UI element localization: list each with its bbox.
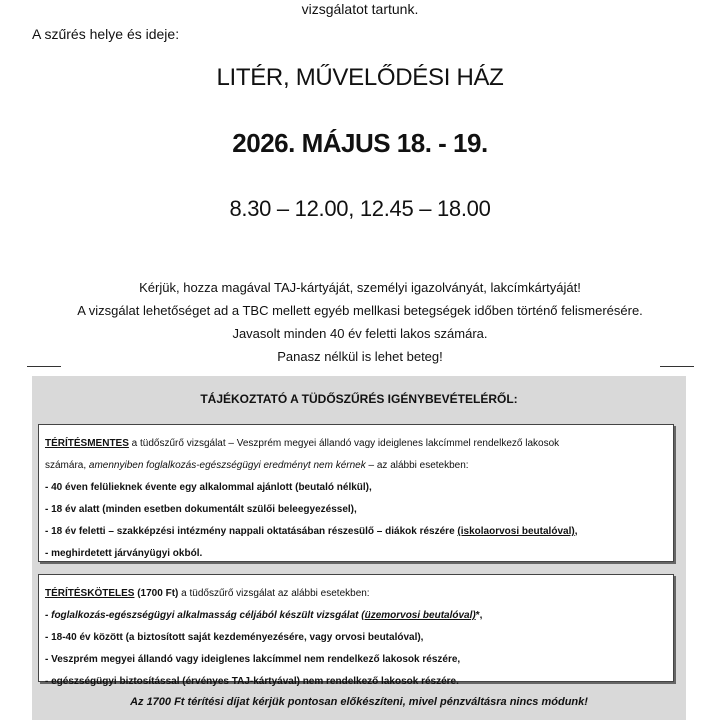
paid-screening-box: [38, 574, 674, 687]
paid-item: - Veszprém megyei állandó vagy ideiglenes lakcímmel nem rendelkező lakosok részére,: [45, 654, 461, 665]
note-line: Kérjük, hozza magával TAJ-kártyáját, személyi igazolványát, lakcímkártyáját!: [139, 280, 581, 295]
free-item: - 18 év alatt (minden esetben dokumentált szülői beleegyezéssel),: [45, 504, 357, 515]
free-intro-line2: [45, 455, 665, 477]
free-item-students: [45, 521, 665, 543]
divider-right: [660, 366, 694, 367]
paid-item: - 18-40 év között (a biztosított saját kezdeményezésére, vagy orvosi beutalóval),: [45, 632, 424, 643]
divider-left: [27, 366, 61, 367]
paid-heading: TÉRÍTÉSKÖTELES: [45, 588, 135, 599]
payment-note: Az 1700 Ft térítési díjat kérjük pontosan előkészíteni, mivel pénzváltásra nincs módunk!: [130, 696, 588, 708]
info-panel-title: TÁJÉKOZTATÓ A TÜDŐSZŰRÉS IGÉNYBEVÉTELÉRŐL:: [200, 392, 518, 406]
note-line: A vizsgálat lehetőséget ad a TBC mellett egyéb mellkasi betegségek időben történő felismerésére.: [77, 303, 643, 318]
paid-item1-underlined: (üzemorvosi beutalóval): [361, 610, 476, 621]
free-screening-box: [38, 424, 674, 562]
paid-item-occupational: [45, 605, 665, 627]
free-item3-end: ,: [574, 526, 578, 537]
event-hours: 8.30 – 12.00, 12.45 – 18.00: [229, 196, 491, 221]
free-heading: TÉRÍTÉSMENTES: [45, 438, 129, 449]
top-line: vizsgálatot tartunk.: [301, 1, 419, 17]
event-location: LITÉR, MŰVELŐDÉSI HÁZ: [216, 64, 504, 91]
notes: [0, 276, 720, 368]
free-item: - 40 éven felülieknek évente egy alkalommal ajánlott (beutaló nélkül),: [45, 482, 372, 493]
paid-intro-text: a tüdőszűrő vizsgálat az alábbi esetekben:: [178, 588, 370, 599]
free-line2-start: számára,: [45, 460, 89, 471]
free-line2-end: – az alábbi esetekben:: [365, 460, 469, 471]
note-line: Javasolt minden 40 év feletti lakos számára.: [232, 326, 488, 341]
paid-item: - egészségügyi biztosítással (érvényes TAJ-kártyával) nem rendelkező lakosok részére.: [45, 676, 459, 687]
free-item3-text: - 18 év feletti – szakképzési intézmény nappali oktatásában részesülő – diákok részére: [45, 526, 458, 537]
paid-price: (1700 Ft): [134, 588, 179, 599]
free-intro-text: a tüdőszűrő vizsgálat – Veszprém megyei állandó vagy ideiglenes lakcímmel rendelkező lakosok: [128, 438, 560, 449]
place-label: A szűrés helye és ideje:: [32, 26, 180, 42]
info-panel: [32, 376, 686, 720]
paid-item1-italic: - foglalkozás-egészségügyi alkalmasság céljából készült vizsgálat: [45, 610, 362, 621]
paid-item1-end: *,: [475, 610, 483, 621]
note-line: Panasz nélkül is lehet beteg!: [277, 349, 443, 364]
paid-intro: [45, 583, 665, 605]
free-line2-italic: amennyiben foglalkozás-egészségügyi eredményt nem kérnek: [88, 460, 366, 471]
free-item3-underlined: (iskolaorvosi beutalóval): [457, 526, 575, 537]
event-date: 2026. MÁJUS 18. - 19.: [232, 128, 488, 158]
free-item: - meghirdetett járványügyi okból.: [45, 548, 203, 559]
free-intro: [45, 433, 665, 455]
